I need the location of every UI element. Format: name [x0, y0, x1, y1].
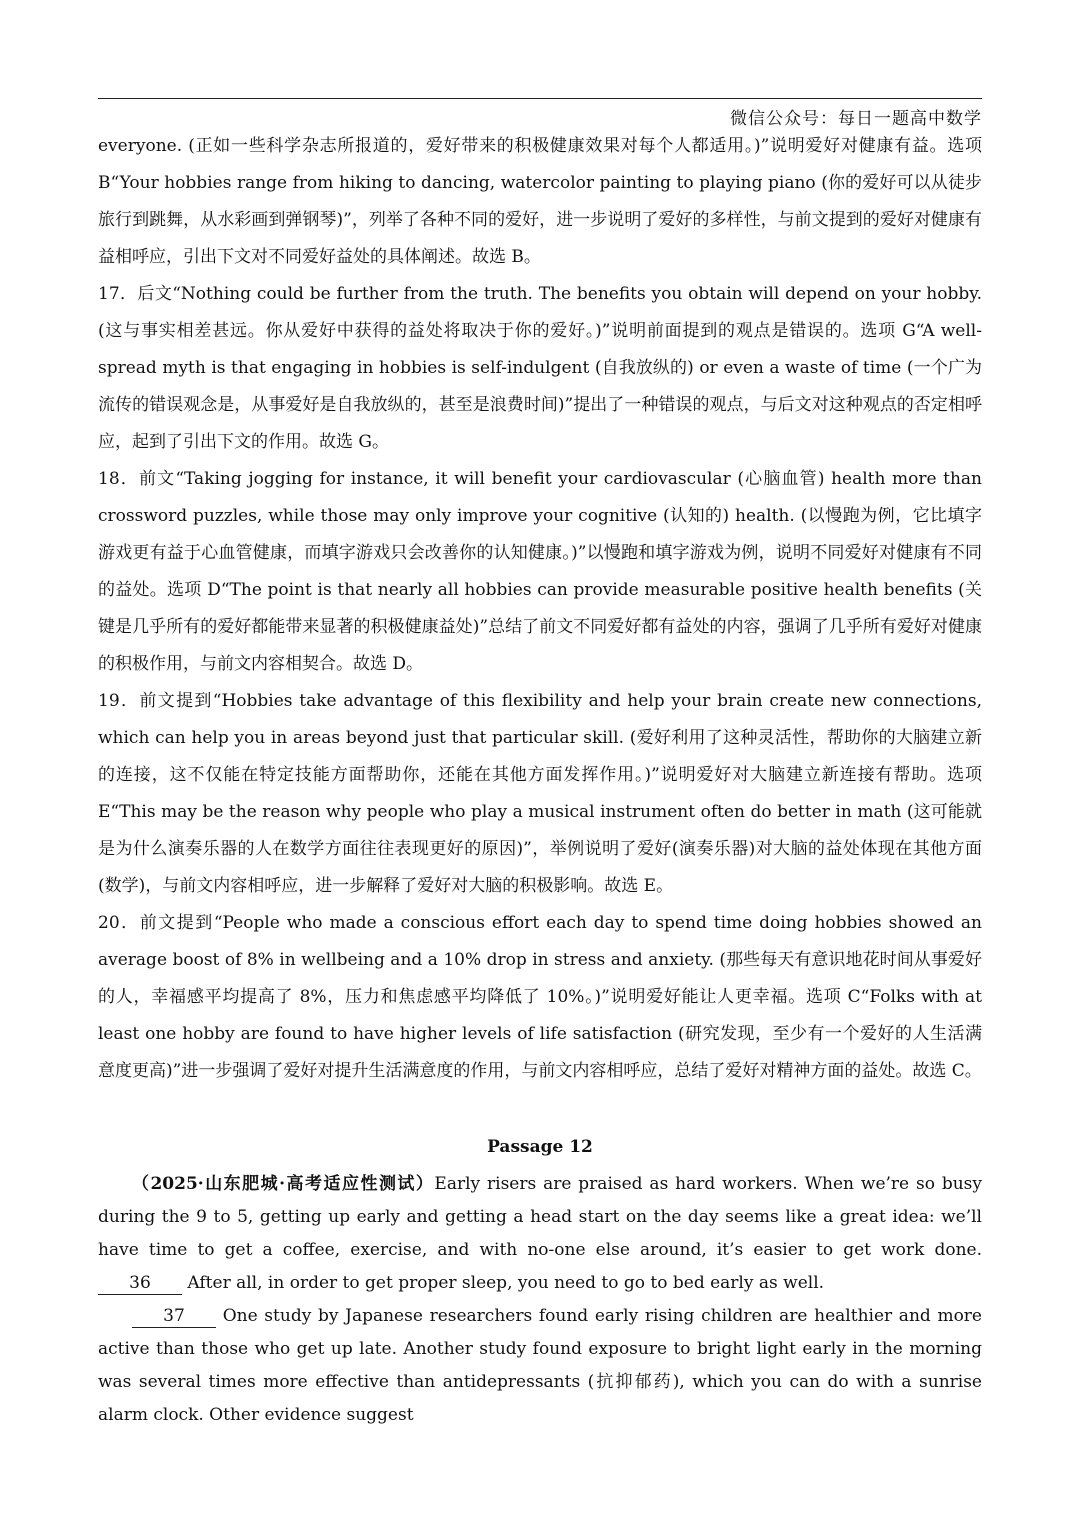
passage-paragraph-1	[98, 1168, 982, 1300]
answer-16-continued: everyone. (正如一些科学杂志所报道的，爱好带来的积极健康效果对每个人都适用。)”说明爱好对健康有益。选项 B“Your hobbies range from hiking to dancing, watercolor painting to playing piano (你的爱好可以从徒步旅行到跳舞，从水彩画到弹钢琴)”，列举了各种不同的爱好，进一步说明了爱好的多样性，与前文提到的爱好对健康有益相呼应，引出下文对不同爱好益处的具体阐述。故选 B。	[98, 136, 982, 267]
passage-source: （2025·山东肥城·高考适应性测试）	[132, 1174, 435, 1194]
blank-36[interactable]: 36	[98, 1272, 182, 1295]
page-content	[98, 128, 982, 1432]
blank-37[interactable]: 37	[132, 1305, 216, 1328]
passage-p2-text: One study by Japanese researchers found early rising children are healthier and more active than those who get up late. Another study found exposure to bright light early in the morning was several times more effective than antidepressants (抗抑郁药), which you can do with a sunrise alarm clock. Other evidence suggest	[98, 1306, 982, 1425]
passage-12	[98, 1168, 982, 1432]
passage-title: Passage 12	[487, 1137, 593, 1157]
answer-20: 20．前文提到“People who made a conscious effort each day to spend time doing hobbies showed an average boost of 8% in wellbeing and a 10% drop in stress and anxiety. (那些每天有意识地花时间从事爱好的人，幸福感平均提高了 8%，压力和焦虑感平均降低了 10%。)”说明爱好能让人更幸福。选项 C“Folks with at least one hobby are found to have higher levels of life satisfaction (研究发现，至少有一个爱好的人生活满意度更高)”进一步强调了爱好对提升生活满意度的作用，与前文内容相呼应，总结了爱好对精神方面的益处。故选 C。	[98, 913, 982, 1081]
header-rule	[98, 98, 982, 99]
answer-18: 18．前文“Taking jogging for instance, it will benefit your cardiovascular (心脑血管) health more than crossword puzzles, while those may only improve your cognitive (认知的) health. (以慢跑为例，它比填字游戏更有益于心血管健康，而填字游戏只会改善你的认知健康。)”以慢跑和填字游戏为例，说明不同爱好对健康有不同的益处。选项 D“The point is that nearly all hobbies can provide measurable positive health benefits (关键是几乎所有的爱好都能带来显著的积极健康益处)”总结了前文不同爱好都有益处的内容，强调了几乎所有爱好对健康的积极作用，与前文内容相契合。故选 D。	[98, 469, 982, 674]
answer-19: 19．前文提到“Hobbies take advantage of this flexibility and help your brain create new connections, which can help you in areas beyond just that particular skill. (爱好利用了这种灵活性，帮助你的大脑建立新的连接，这不仅能在特定技能方面帮助你，还能在其他方面发挥作用。)”说明爱好对大脑建立新连接有帮助。选项 E“This may be the reason why people who play a musical instrument often do better in math (这可能就是为什么演奏乐器的人在数学方面往往表现更好的原因)”，举例说明了爱好(演奏乐器)对大脑的益处体现在其他方面(数学)，与前文内容相呼应，进一步解释了爱好对大脑的积极影响。故选 E。	[98, 691, 982, 896]
passage-p1-text-b: After all, in order to get proper sleep, you need to go to bed early as well.	[187, 1273, 825, 1293]
answer-17: 17．后文“Nothing could be further from the truth. The benefits you obtain will depend on your hobby. (这与事实相差甚远。你从爱好中获得的益处将取决于你的爱好。)”说明前面提到的观点是错误的。选项 G“A well-spread myth is that engaging in hobbies is self-indulgent (自我放纵的) or even a waste of time (一个广为流传的错误观念是，从事爱好是自我放纵的，甚至是浪费时间)”提出了一种错误的观点，与后文对这种观点的否定相呼应，起到了引出下文的作用。故选 G。	[98, 284, 982, 452]
passage-p1-text-a: Early risers are praised as hard workers. When we’re so busy during the 9 to 5, getting up early and getting a head start on the day seems like a great idea: we’ll have time to get a coffee, exercise, and with no-one else around, it’s easier to get work done.	[98, 1174, 982, 1260]
header-wechat-account: 微信公众号：每日一题高中数学	[730, 109, 982, 129]
passage-paragraph-2	[98, 1300, 982, 1432]
